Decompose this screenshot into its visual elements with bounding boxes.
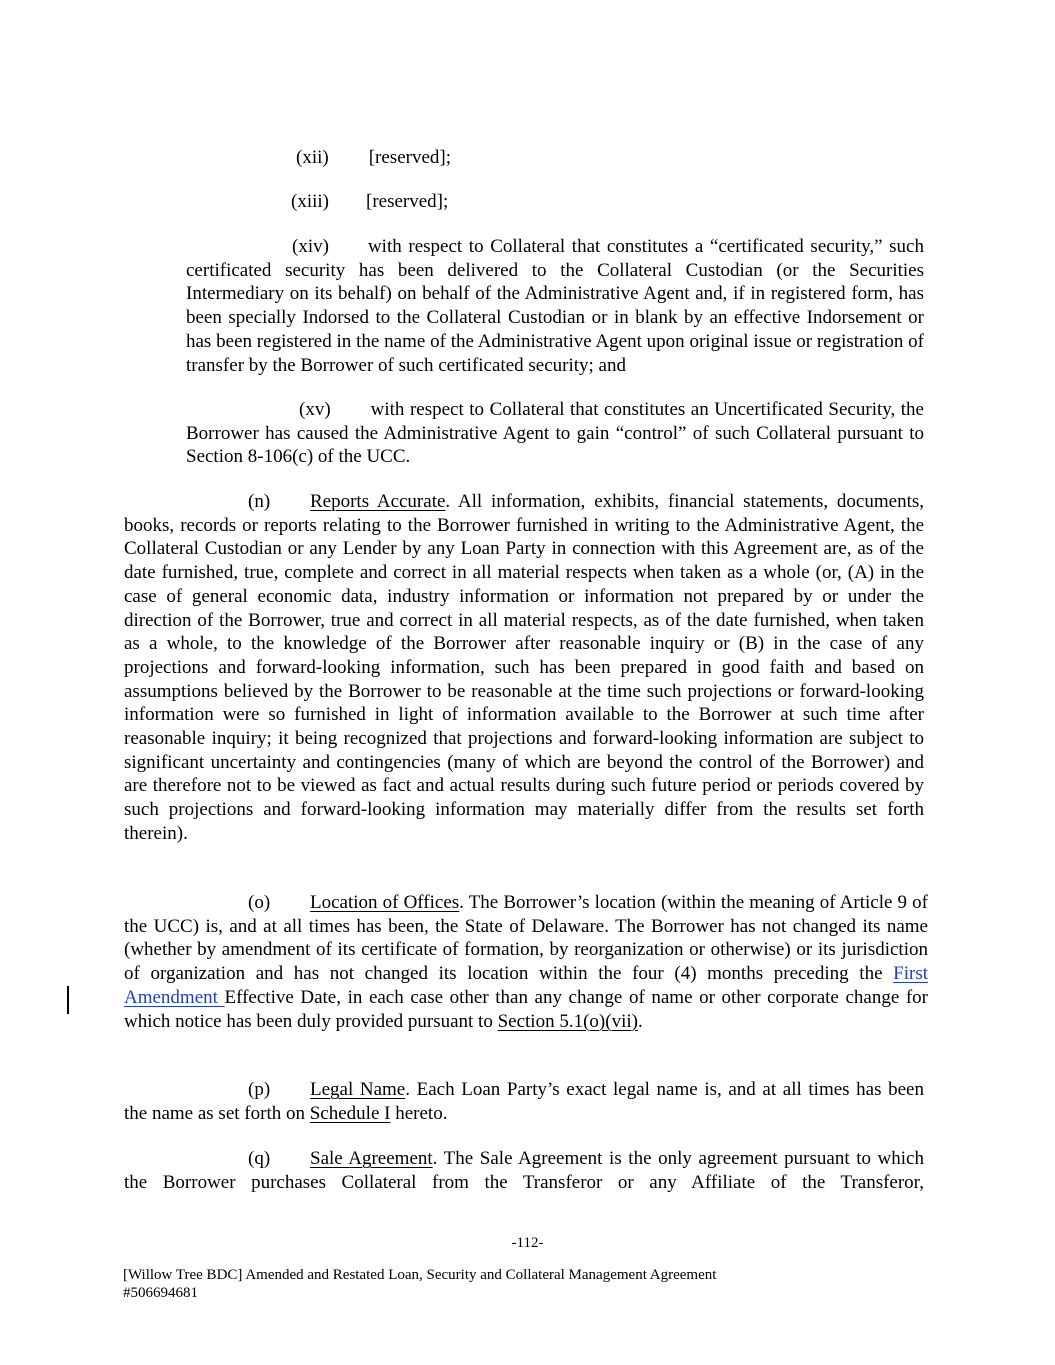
section-p-legal-name	[124, 1078, 924, 1125]
section-text: hereto.	[390, 1102, 448, 1124]
section-heading: Sale Agreement	[310, 1148, 433, 1169]
section-number: (n)	[248, 491, 271, 512]
clause-text: [reserved];	[368, 147, 451, 168]
clause-xii	[296, 146, 451, 170]
section-text: . Each Loan Party’s exact legal name is, and at all times has been the name as set forth on	[124, 1079, 924, 1124]
section-text: . The Borrower’s location (within the meaning of Article 9 of the UCC) is, and at all times has been, the State of Delaware. The Borrower has not changed its name (whether by amendment of its certificate of formation, by reorganization or otherwise) or its jurisdiction of organization and has not changed its location within the four (4) months preceding the	[124, 892, 928, 985]
section-reference: Schedule I	[309, 1102, 391, 1124]
section-o-location-of-offices	[124, 891, 928, 1033]
section-reference: Section 5.1(o)(vii)	[497, 1010, 638, 1032]
clause-xiii	[291, 190, 448, 214]
section-number: (o)	[248, 892, 271, 913]
clause-xv	[186, 398, 924, 469]
page-number: -112-	[511, 1235, 544, 1251]
clause-number: (xiii)	[291, 191, 329, 212]
section-number: (p)	[248, 1079, 271, 1100]
section-heading: Legal Name	[310, 1079, 406, 1100]
section-text: . All information, exhibits, financial statements, documents, books, records or reports relating to the Borrower furnished in writing to the Administrative Agent, the Collateral Custodian or any Lender by any Loan Party in connection with this Agreement are, as of the date furnished, true, complete and correct in all material respects when taken as a whole (or, (A) in the case of general economic data, industry information or information not prepared by or under the direction of the Borrower, true and correct in all material respects, as of the date furnished, when taken as a whole, to the knowledge of the Borrower after reasonable inquiry or (B) in the case of any projections and forward-looking information, such has been prepared in good faith and based on assumptions believed by the Borrower to be reasonable at the time such projections or forward-looking information were so furnished in light of information available to the Borrower at such time after reasonable inquiry; it being recognized that projections and forward-looking information are subject to significant uncertainty and contingencies (many of which are beyond the control of the Borrower) and are therefore not to be viewed as fact and actual results during such future period or periods covered by such projections and forward-looking information may materially differ from the results set forth therein).	[124, 491, 924, 844]
clause-text: with respect to Collateral that constitutes an Uncertificated Security, the Borrower has caused the Administrative Agent to gain “control” of such Collateral pursuant to Section 8-106(c) of the UCC.	[186, 399, 924, 468]
footer-title: [Willow Tree BDC] Amended and Restated Loan, Security and Collateral Management Agreement	[123, 1267, 717, 1283]
clause-number: (xv)	[299, 399, 331, 420]
section-text: Effective Date, in each case other than any change of name or other corporate change for which notice has been duly provided pursuant to	[124, 986, 928, 1032]
section-n-reports-accurate	[124, 490, 924, 846]
section-text: .	[637, 1010, 643, 1032]
clause-number: (xii)	[296, 147, 329, 168]
section-text: . The Sale Agreement is the only agreement pursuant to which the Borrower purchases Collateral from the Transferor or any Affiliate of the Transferor,	[124, 1148, 924, 1193]
clause-number: (xiv)	[292, 236, 329, 257]
first-amendment-link[interactable]: First Amendment	[124, 963, 928, 1008]
footer	[123, 1267, 716, 1302]
clause-text: [reserved];	[366, 191, 449, 212]
section-heading: Location of Offices	[310, 892, 460, 913]
footer-doc-id: #506694681	[123, 1284, 198, 1301]
section-q-sale-agreement	[124, 1147, 924, 1194]
revision-change-bar	[67, 986, 69, 1014]
section-number: (q)	[248, 1148, 271, 1169]
clause-xiv	[186, 235, 924, 377]
clause-text: with respect to Collateral that constitutes a “certificated security,” such certificated security has been delivered to the Collateral Custodian (or the Securities Intermediary on its behalf) on behalf of the Administrative Agent and, if in registered form, has been specially Indorsed to the Collateral Custodian or in blank by an effective Indorsement or has been registered in the name of the Administrative Agent upon original issue or registration of transfer by the Borrower of such certificated security; and	[186, 236, 924, 376]
section-heading: Reports Accurate	[310, 491, 446, 512]
